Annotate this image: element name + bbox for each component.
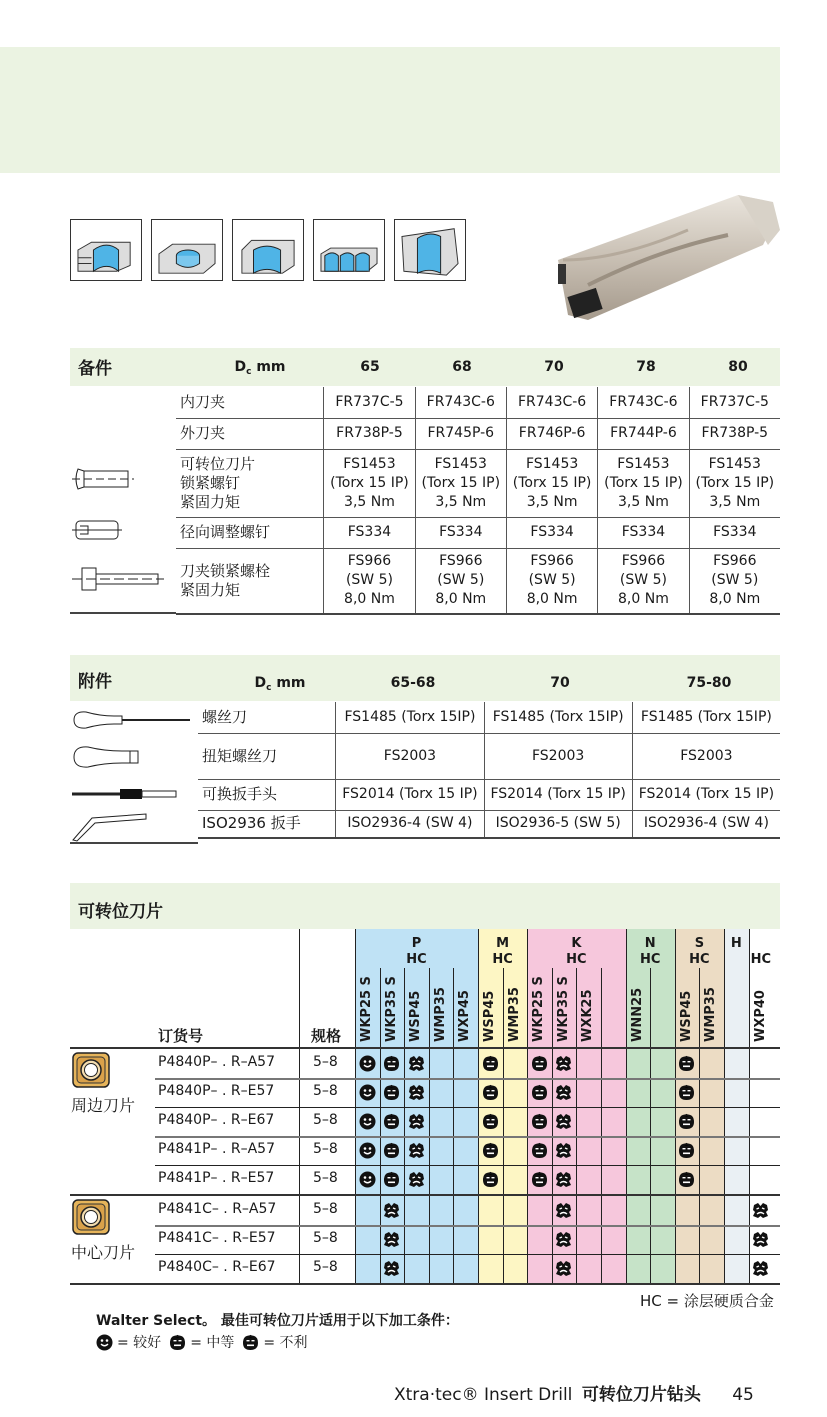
table-row <box>198 702 780 733</box>
legend-poor-icon <box>242 1334 259 1351</box>
cross-hole-icon <box>232 219 304 281</box>
size-value: 5–8 <box>313 1054 338 1070</box>
rating-poor-icon <box>752 1202 769 1219</box>
rating-poor-icon <box>383 1231 400 1248</box>
part-number: FS1453 (Torx 15 IP) 3,5 Nm <box>689 449 780 517</box>
legend <box>96 1310 459 1352</box>
row-rule <box>70 1283 780 1285</box>
dc-column-78: 78 <box>636 359 656 375</box>
rating-poor-icon <box>752 1231 769 1248</box>
order-number: P4841P– . R–A57 <box>158 1141 275 1157</box>
rating-good-icon <box>359 1055 376 1072</box>
order-number: P4841P– . R–E57 <box>158 1170 275 1186</box>
dc-mm-label: $D_c$ mm <box>234 359 286 377</box>
rating-medium-icon <box>383 1142 400 1159</box>
accessory-part-number: ISO2936-5 (SW 5) <box>484 810 632 838</box>
part-number: FS966 (SW 5) 8,0 Nm <box>324 548 415 614</box>
col-divider <box>576 968 577 1285</box>
table-row <box>198 779 780 810</box>
rating-medium-icon <box>678 1113 695 1130</box>
rating-medium-icon <box>531 1084 548 1101</box>
size-value: 5–8 <box>313 1170 338 1186</box>
rating-medium-icon <box>383 1084 400 1101</box>
part-number: FR746P-6 <box>506 418 597 449</box>
legend-medium-icon <box>169 1334 186 1351</box>
row-rule <box>155 1165 780 1166</box>
accessory-label: ISO2936 扳手 <box>198 810 336 838</box>
row-rule <box>155 1254 780 1255</box>
table-row <box>176 449 780 517</box>
shoulder-boring-icon <box>70 219 142 281</box>
part-number: FS334 <box>415 517 506 548</box>
set-screw-icon <box>72 518 122 546</box>
rating-poor-icon <box>752 1260 769 1277</box>
accessory-part-number: FS1485 (Torx 15IP) <box>632 702 780 733</box>
top-banner <box>0 47 780 173</box>
order-number: P4840C– . R–E67 <box>158 1259 276 1275</box>
rating-poor-icon <box>555 1202 572 1219</box>
part-number: FS1453 (Torx 15 IP) 3,5 Nm <box>415 449 506 517</box>
chain-drilling-icon <box>313 219 385 281</box>
hex-key-icon <box>70 810 150 846</box>
table-row <box>176 418 780 449</box>
order-number: P4840P– . R–E57 <box>158 1083 275 1099</box>
peripheral-insert-icon <box>72 1052 110 1092</box>
insert-drill-image <box>548 190 783 325</box>
accessory-part-number: ISO2936-4 (SW 4) <box>632 810 780 838</box>
table-row <box>176 517 780 548</box>
rating-medium-icon <box>482 1055 499 1072</box>
part-label: 径向调整螺钉 <box>176 517 324 548</box>
col-divider <box>552 968 553 1285</box>
dc-column-65-68: 65-68 <box>390 675 436 691</box>
rating-medium-icon <box>678 1142 695 1159</box>
part-number: FS1453 (Torx 15 IP) 3,5 Nm <box>598 449 689 517</box>
page-number: 45 <box>732 1385 754 1405</box>
rating-medium-icon <box>482 1113 499 1130</box>
rating-poor-icon <box>408 1055 425 1072</box>
grade-wkp35s: WKP35 S <box>555 976 571 1042</box>
part-number: FS334 <box>506 517 597 548</box>
inserts-title: 可转位刀片 <box>78 902 163 922</box>
legend-medium-label: = 中等 <box>190 1335 235 1351</box>
spare-parts-title: 备件 <box>78 359 112 379</box>
part-number: FR745P-6 <box>415 418 506 449</box>
screwdriver-icon <box>70 708 194 736</box>
grade-wxp40: WXP40 <box>752 990 768 1042</box>
center-insert-icon <box>72 1199 110 1239</box>
rating-poor-icon <box>555 1142 572 1159</box>
part-number: FR738P-5 <box>689 418 780 449</box>
rating-poor-icon <box>555 1113 572 1130</box>
rating-poor-icon <box>555 1171 572 1188</box>
grade-wsp45: WSP45 <box>408 990 424 1042</box>
material-group-label: M HC <box>492 936 513 967</box>
rating-poor-icon <box>408 1113 425 1130</box>
rating-good-icon <box>359 1113 376 1130</box>
divider <box>70 842 198 844</box>
peripheral-insert-label: 周边刀片 <box>71 1096 136 1115</box>
part-number: FS1453 (Torx 15 IP) 3,5 Nm <box>506 449 597 517</box>
material-group-label: N HC <box>639 936 661 967</box>
rating-medium-icon <box>531 1171 548 1188</box>
dc-mm-label: $D_c$ mm <box>254 675 306 693</box>
part-number: FS966 (SW 5) 8,0 Nm <box>506 548 597 614</box>
accessory-part-number: FS2014 (Torx 15 IP) <box>632 779 780 810</box>
part-number: FR744P-6 <box>598 418 689 449</box>
part-number: FS966 (SW 5) 8,0 Nm <box>689 548 780 614</box>
rating-poor-icon <box>555 1260 572 1277</box>
accessory-label: 螺丝刀 <box>198 702 336 733</box>
accessory-part-number: FS1485 (Torx 15IP) <box>484 702 632 733</box>
grade-wxk25: WXK25 <box>580 989 596 1042</box>
rating-medium-icon <box>531 1142 548 1159</box>
legend-good-label: = 较好 <box>117 1335 162 1351</box>
part-number: FR737C-5 <box>324 387 415 418</box>
grade-wnn25: WNN25 <box>629 987 645 1042</box>
rating-medium-icon <box>482 1084 499 1101</box>
material-group-label: H <box>730 936 742 951</box>
rating-medium-icon <box>383 1055 400 1072</box>
blind-hole-icon <box>151 219 223 281</box>
col-divider <box>453 968 454 1285</box>
part-number: FS966 (SW 5) 8,0 Nm <box>415 548 506 614</box>
table-row <box>176 548 780 614</box>
inserts-header <box>70 883 780 929</box>
hc-note: HC = 涂层硬质合金 <box>640 1292 774 1310</box>
spare-parts-header <box>70 348 780 386</box>
rating-poor-icon <box>383 1202 400 1219</box>
dc-column-70: 70 <box>550 675 570 691</box>
accessory-part-number: FS1485 (Torx 15IP) <box>336 702 484 733</box>
rating-poor-icon <box>408 1142 425 1159</box>
legend-poor-label: = 不利 <box>263 1335 308 1351</box>
material-group-label: K HC <box>566 936 587 967</box>
size-value: 5–8 <box>313 1259 338 1275</box>
part-label: 外刀夹 <box>176 418 324 449</box>
grade-wsp45: WSP45 <box>482 990 497 1042</box>
accessory-label: 可换扳手头 <box>198 779 336 810</box>
part-number: FR743C-6 <box>598 387 689 418</box>
order-number: P4841C– . R–E57 <box>158 1230 276 1246</box>
rating-medium-icon <box>482 1171 499 1188</box>
col-divider <box>503 968 504 1285</box>
material-group-label: P HC <box>406 936 427 967</box>
part-number: FR743C-6 <box>415 387 506 418</box>
grade-wxp45: WXP45 <box>457 990 473 1042</box>
dc-column-75-80: 75-80 <box>686 675 732 691</box>
rating-poor-icon <box>408 1171 425 1188</box>
part-number: FS966 (SW 5) 8,0 Nm <box>598 548 689 614</box>
page-footer <box>394 1380 754 1405</box>
part-number: FS334 <box>689 517 780 548</box>
table-row <box>176 387 780 418</box>
col-divider <box>380 968 381 1285</box>
spare-parts-table <box>176 387 780 615</box>
order-number: P4841C– . R–A57 <box>158 1201 277 1217</box>
size-header: 规格 <box>311 1027 342 1045</box>
footer-title: 可转位刀片钻头 <box>581 1385 701 1405</box>
rating-medium-icon <box>678 1084 695 1101</box>
order-number-header: 订货号 <box>158 1027 204 1045</box>
rating-poor-icon <box>555 1231 572 1248</box>
col-divider <box>650 968 651 1285</box>
grade-wkp25s: WKP25 S <box>359 976 374 1042</box>
rating-medium-icon <box>383 1113 400 1130</box>
cap-bolt-icon <box>72 566 164 596</box>
accessories-header <box>70 655 780 701</box>
size-value: 5–8 <box>313 1230 338 1246</box>
accessories-title: 附件 <box>78 672 112 692</box>
rating-poor-icon <box>408 1084 425 1101</box>
rating-medium-icon <box>678 1055 695 1072</box>
rating-medium-icon <box>678 1171 695 1188</box>
legend-good-icon <box>96 1334 113 1351</box>
part-number: FR738P-5 <box>324 418 415 449</box>
rating-good-icon <box>359 1084 376 1101</box>
dc-column-65: 65 <box>360 359 380 375</box>
accessory-part-number: FS2003 <box>484 733 632 779</box>
part-number: FR743C-6 <box>506 387 597 418</box>
size-value: 5–8 <box>313 1112 338 1128</box>
grade-wmp35: WMP35 <box>506 987 522 1042</box>
operation-icons <box>70 219 466 281</box>
order-number: P4840P– . R–A57 <box>158 1054 275 1070</box>
col-divider <box>699 968 700 1285</box>
grade-wkp35s: WKP35 S <box>383 976 399 1042</box>
center-insert-label: 中心刀片 <box>71 1243 136 1262</box>
rating-medium-icon <box>531 1055 548 1072</box>
rating-medium-icon <box>482 1142 499 1159</box>
accessory-part-number: FS2014 (Torx 15 IP) <box>336 779 484 810</box>
rating-good-icon <box>359 1142 376 1159</box>
order-number: P4840P– . R–E67 <box>158 1112 275 1128</box>
accessory-part-number: FS2003 <box>632 733 780 779</box>
table-row <box>198 733 780 779</box>
size-value: 5–8 <box>313 1201 338 1217</box>
grade-wmp35: WMP35 <box>703 987 719 1042</box>
rating-medium-icon <box>531 1113 548 1130</box>
col-divider <box>404 968 405 1285</box>
torx-screw-icon <box>72 467 134 495</box>
table-row <box>198 810 780 838</box>
dc-column-68: 68 <box>452 359 472 375</box>
part-number: FR737C-5 <box>689 387 780 418</box>
accessory-part-number: FS2003 <box>336 733 484 779</box>
rating-poor-icon <box>383 1260 400 1277</box>
row-rule <box>70 1194 780 1196</box>
inclined-entry-icon <box>394 219 466 281</box>
rating-poor-icon <box>555 1084 572 1101</box>
accessory-part-number: ISO2936-4 (SW 4) <box>336 810 484 838</box>
accessory-part-number: FS2014 (Torx 15 IP) <box>484 779 632 810</box>
row-rule <box>155 1136 780 1138</box>
legend-title: Walter Select。 最佳可转位刀片适用于以下加工条件： <box>96 1313 459 1329</box>
accessory-label: 扭矩螺丝刀 <box>198 733 336 779</box>
dc-column-80: 80 <box>728 359 748 375</box>
rating-good-icon <box>359 1171 376 1188</box>
divider <box>70 612 176 614</box>
row-rule <box>155 1078 780 1080</box>
material-group-label: S HC <box>689 936 710 967</box>
torque-screwdriver-icon <box>70 743 150 775</box>
col-divider <box>601 968 602 1285</box>
col-divider <box>429 968 430 1285</box>
grade-wsp45: WSP45 <box>678 990 694 1042</box>
part-label: 内刀夹 <box>176 387 324 418</box>
size-value: 5–8 <box>313 1141 338 1157</box>
rating-poor-icon <box>555 1055 572 1072</box>
size-value: 5–8 <box>313 1083 338 1099</box>
footer-brand: Xtra·tec® Insert Drill <box>394 1385 573 1405</box>
row-rule <box>155 1225 780 1227</box>
rating-medium-icon <box>383 1171 400 1188</box>
bit-insert-icon <box>70 786 180 805</box>
material-group-label: HC <box>750 952 772 967</box>
part-label: 刀夹锁紧螺栓 紧固力矩 <box>176 548 324 614</box>
row-rule <box>155 1107 780 1108</box>
grade-wkp25s: WKP25 S <box>531 976 547 1042</box>
grade-wmp35: WMP35 <box>432 987 448 1042</box>
header-rule <box>70 1047 780 1049</box>
part-number: FS334 <box>598 517 689 548</box>
part-label: 可转位刀片 锁紧螺钉 紧固力矩 <box>176 449 324 517</box>
part-number: FS1453 (Torx 15 IP) 3,5 Nm <box>324 449 415 517</box>
dc-column-70: 70 <box>544 359 564 375</box>
accessories-table <box>198 702 780 839</box>
part-number: FS334 <box>324 517 415 548</box>
